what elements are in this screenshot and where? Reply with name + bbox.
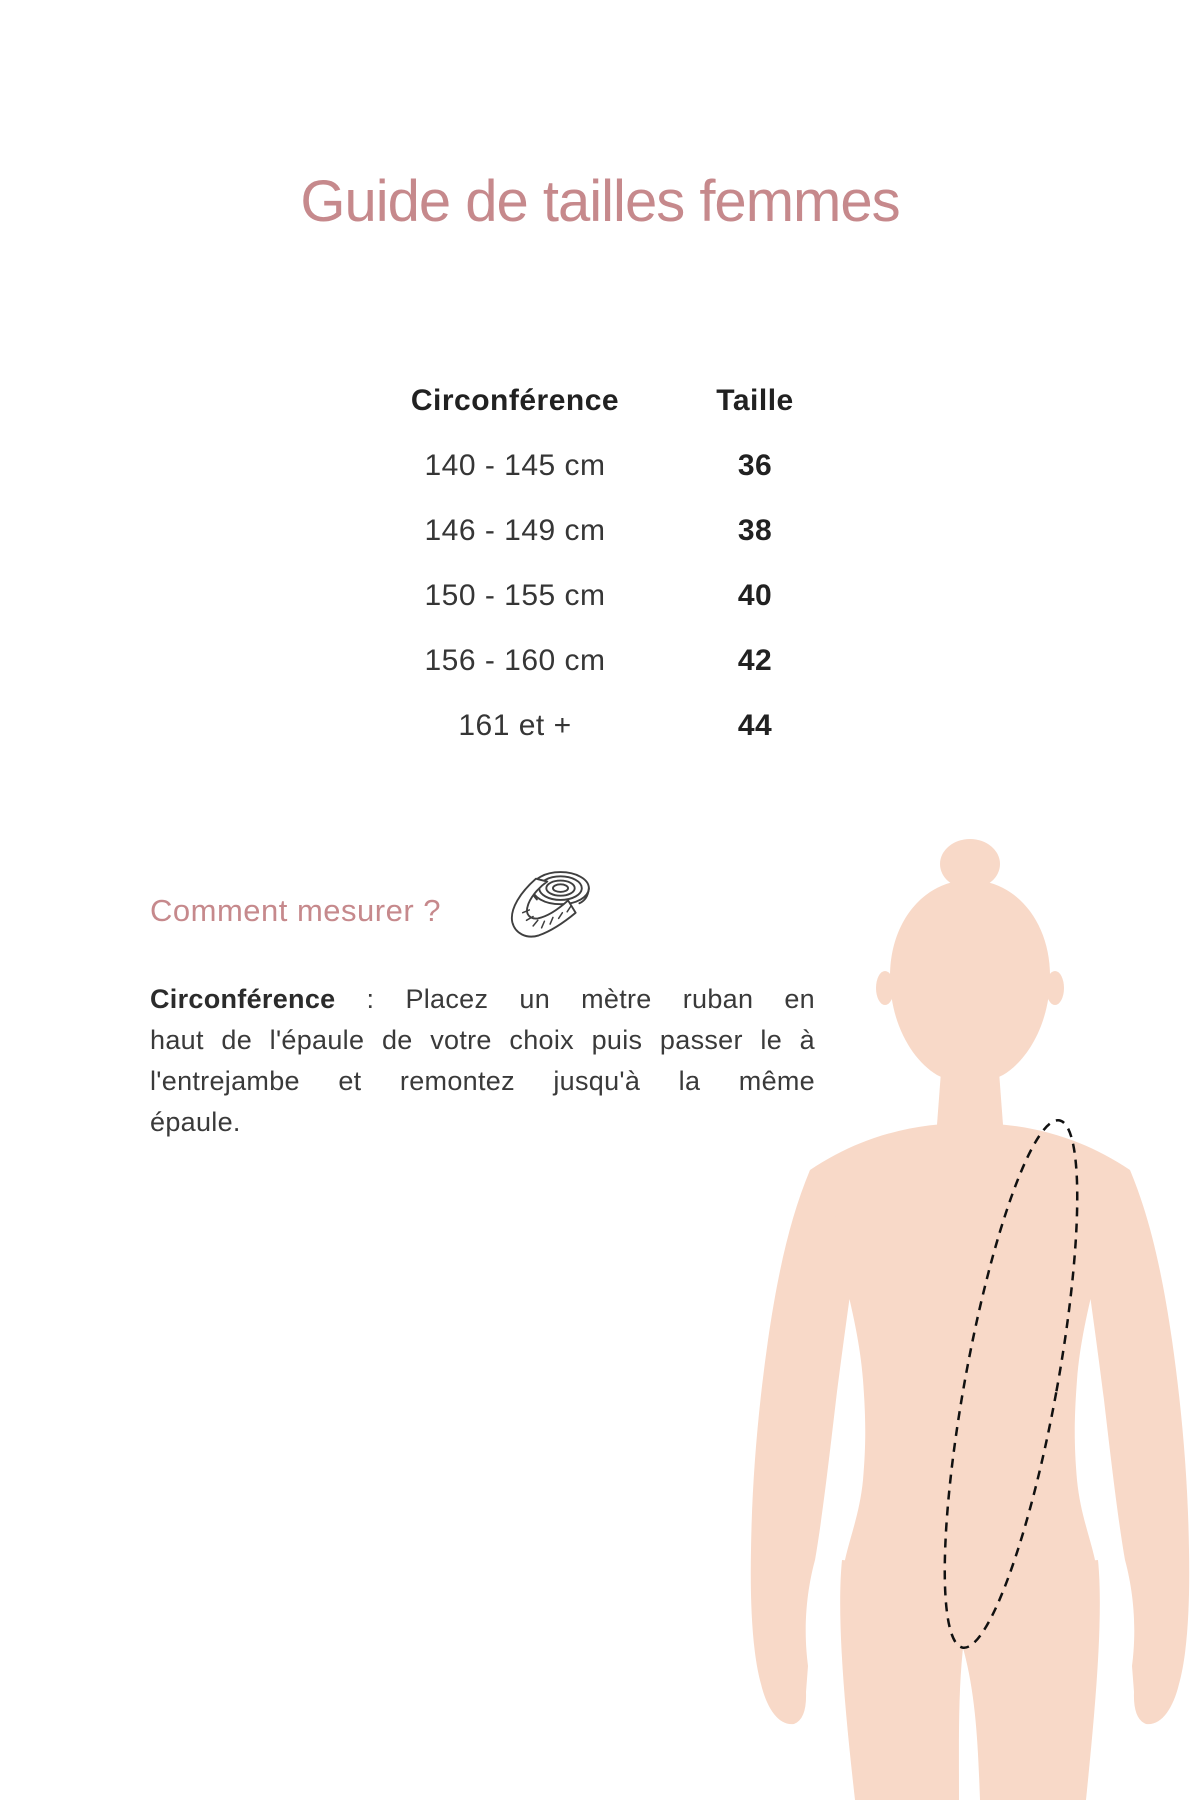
circumference-value: 156 - 160 cm — [424, 643, 606, 677]
measure-instructions-line: épaule. — [150, 1107, 241, 1137]
column-header-circumference: Circonférence — [410, 383, 620, 417]
female-silhouette — [640, 820, 1200, 1800]
size-table — [350, 368, 830, 758]
table-row — [350, 433, 830, 498]
circumference-value: 161 et + — [458, 708, 572, 742]
size-value: 44 — [737, 708, 773, 742]
table-row — [350, 498, 830, 563]
page-title: Guide de tailles femmes — [300, 169, 900, 234]
measure-instructions-line: haut de l'épaule de votre choix puis passer le à — [150, 1025, 815, 1055]
size-value: 36 — [737, 448, 773, 482]
measure-term: Circonférence — [150, 984, 336, 1014]
table-row — [350, 693, 830, 758]
how-to-measure-heading: Comment mesurer ? — [150, 893, 442, 928]
circumference-value: 146 - 149 cm — [424, 513, 606, 547]
table-header-row — [350, 368, 830, 433]
measuring-tape-icon — [500, 856, 604, 960]
size-value: 40 — [737, 578, 773, 612]
size-value: 38 — [737, 513, 773, 547]
size-value: 42 — [737, 643, 773, 677]
column-header-size: Taille — [716, 383, 794, 417]
table-row — [350, 563, 830, 628]
measure-instructions-line: Circonférence : Placez un mètre ruban en — [150, 984, 815, 1014]
circumference-value: 140 - 145 cm — [424, 448, 606, 482]
table-row — [350, 628, 830, 693]
measure-instructions-line: l'entrejambe et remontez jusqu'à la même — [150, 1066, 815, 1096]
silhouette-right-arm — [1084, 1170, 1189, 1724]
silhouette-left-arm — [751, 1170, 856, 1724]
circumference-value: 150 - 155 cm — [424, 578, 606, 612]
